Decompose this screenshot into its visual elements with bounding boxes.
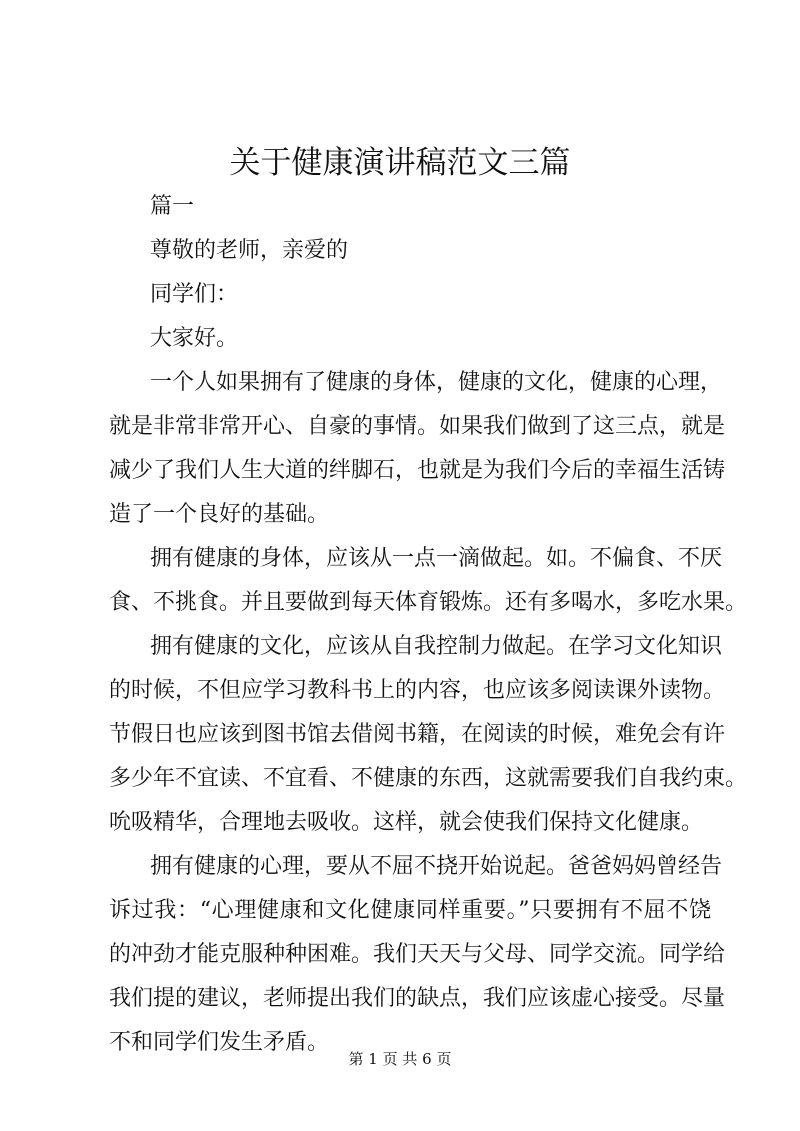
paragraph-line: 减少了我们人生大道的绊脚石，也就是为我们今后的幸福生活铸 — [109, 458, 726, 483]
paragraph-line: 节假日也应该到图书馆去借阅书籍，在阅读的时候，难免会有许 — [109, 722, 726, 747]
paragraph-line: 食、不挑食。并且要做到每天体育锻炼。还有多喝水，多吃水果。 — [109, 590, 748, 615]
paragraph-line: 拥有健康的文化，应该从自我控制力做起。在学习文化知识 — [150, 634, 723, 659]
page-footer: 第 1 页 共 6 页 — [348, 1050, 452, 1068]
salutation-line: 同学们： — [150, 282, 239, 307]
paragraph-line: 拥有健康的心理，要从不屈不挠开始说起。爸爸妈妈曾经告 — [150, 854, 723, 879]
paragraph-line: 多少年不宜读、不宜看、不健康的东西，这就需要我们自我约束。 — [109, 766, 748, 791]
document-body — [109, 185, 748, 1065]
paragraph-line: 拥有健康的身体，应该从一点一滴做起。如。不偏食、不厌 — [150, 546, 723, 571]
paragraph-line: 一个人如果拥有了健康的身体，健康的文化，健康的心理， — [150, 370, 723, 395]
paragraph-line: 的冲劲才能克服种种困难。我们天天与父母、同学交流。同学给 — [109, 942, 726, 967]
salutation-line: 尊敬的老师，亲爱的 — [150, 238, 349, 263]
greeting-line: 大家好。 — [150, 326, 239, 351]
document-title: 关于健康演讲稿范文三篇 — [229, 145, 571, 181]
paragraph-line: 的时候，不但应学习教科书上的内容，也应该多阅读课外读物。 — [109, 678, 726, 703]
paragraph-line: 造了一个良好的基础。 — [109, 502, 330, 527]
paragraph-line: 诉过我：“心理健康和文化健康同样重要。”只要拥有不屈不饶 — [109, 898, 711, 923]
paragraph-line: 不和同学们发生矛盾。 — [109, 1030, 330, 1055]
paragraph-line: 吮吸精华，合理地去吸收。这样，就会使我们保持文化健康。 — [109, 810, 704, 835]
paragraph-line: 我们提的建议，老师提出我们的缺点，我们应该虚心接受。尽量 — [109, 986, 726, 1011]
section-heading: 篇一 — [150, 194, 195, 219]
paragraph-line: 就是非常非常开心、自豪的事情。如果我们做到了这三点，就是 — [109, 414, 726, 439]
